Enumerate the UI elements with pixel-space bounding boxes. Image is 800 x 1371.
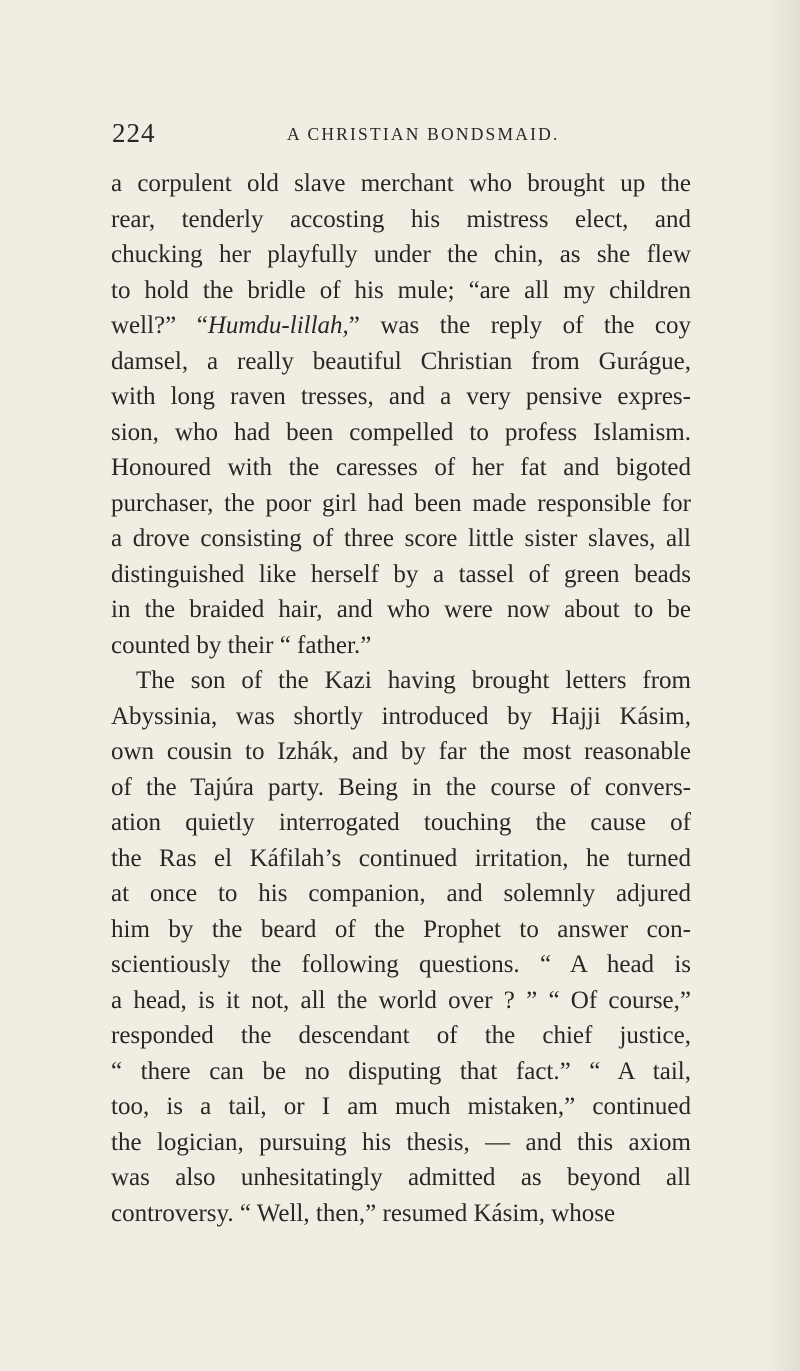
text-line: ation quietly interrogated touching the cause of xyxy=(111,809,691,836)
text-line: distinguished like herself by a tassel of green beads xyxy=(111,560,691,588)
text-line: rear, tenderly accosting his mistress elect, and xyxy=(111,205,691,233)
text-line: the logician, pursuing his thesis, — and this axiom xyxy=(111,1128,691,1156)
text-line: him by the beard of the Prophet to answer con- xyxy=(111,915,691,943)
text-line: damsel, a really beautiful Christian from Gurágue, xyxy=(111,347,691,375)
text-line: of the Tajúra party. Being in the course of convers- xyxy=(111,773,691,801)
text-line: a head, is it not, all the world over ? ” “ Of course,” xyxy=(111,986,691,1014)
text-line: The son of the Kazi having brought letters from xyxy=(136,667,691,694)
text-line: own cousin to Izhák, and by far the most reasonable xyxy=(111,738,691,765)
page-header xyxy=(112,116,690,156)
text-line: too, is a tail, or I am much mistaken,” continued xyxy=(111,1093,691,1120)
text-line: purchaser, the poor girl had been made responsible for xyxy=(111,489,691,517)
text-line: “ there can be no disputing that fact.” “ A tail, xyxy=(111,1057,691,1085)
text-line: with long raven tresses, and a very pensive expres- xyxy=(111,383,691,410)
text-line: to hold the bridle of his mule; “are all my children xyxy=(111,276,691,304)
text-line: Abyssinia, was shortly introduced by Hajji Kásim, xyxy=(111,702,691,730)
body-text xyxy=(111,166,691,1231)
text-line: in the braided hair, and who were now about to be xyxy=(111,596,691,623)
text-line: controversy. “ Well, then,” resumed Kásim, whose xyxy=(111,1199,616,1227)
text-line: chucking her playfully under the chin, as she flew xyxy=(111,241,691,268)
text-line: at once to his companion, and solemnly adjured xyxy=(111,880,691,907)
text-line xyxy=(111,308,691,344)
page-number: 224 xyxy=(112,118,156,148)
text-line: the Ras el Káfilah’s continued irritation, he turned xyxy=(111,844,691,872)
text-line: a drove consisting of three score little sister slaves, all xyxy=(111,525,691,552)
text-line: a corpulent old slave merchant who brought up the xyxy=(111,170,691,197)
text-line: sion, who had been compelled to profess Islamism. xyxy=(111,418,691,446)
text-fragment: well?” “ xyxy=(111,312,208,339)
text-line: was also unhesitatingly admitted as beyond all xyxy=(111,1164,691,1191)
italic-phrase: Humdu-lillah, xyxy=(207,312,349,339)
text-line: responded the descendant of the chief justice, xyxy=(111,1022,691,1049)
text-line: Honoured with the caresses of her fat and bigoted xyxy=(111,454,691,481)
text-line: scientiously the following questions. “ A head is xyxy=(111,951,691,978)
running-head: A CHRISTIAN BONDSMAID. xyxy=(287,124,560,144)
text-fragment: ” was the reply of the coy xyxy=(348,312,691,339)
text-line: counted by their “ father.” xyxy=(111,631,372,659)
